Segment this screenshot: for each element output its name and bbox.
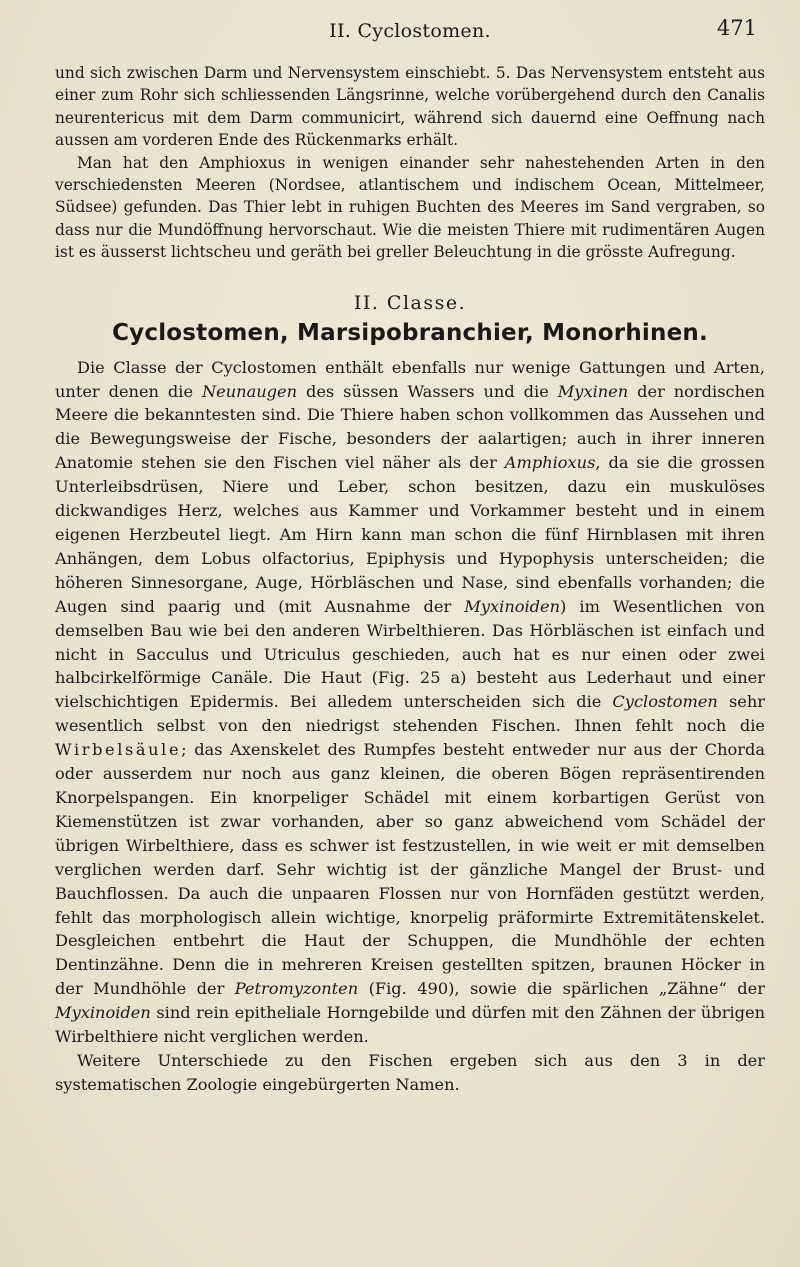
text-block — [55, 62, 765, 1097]
text-run: sehr wesentlich selbst von den niedrigst stehenden Fischen. Ihnen fehlt noch die — [55, 692, 765, 736]
italic-term: Petromyzonten — [234, 979, 359, 999]
italic-term: Myxinen — [557, 381, 629, 401]
running-head — [55, 16, 765, 48]
italic-term: Neunaugen — [201, 381, 298, 401]
italic-term: Cyclostomen — [612, 692, 718, 712]
text-run: ; das Axenskelet des Rumpfes besteht entweder nur aus der Chorda oder ausserdem nur noch aus ganz kleinen, die oberen Bögen repräsentirenden Knorpelspangen. Ein knorpeliger Schädel mit einem korbartigen Gerüst von Kiemenstützen ist zwar vorhanden, aber so ganz abweichend vom Schädel der übrigen Wirbelthiere, dass es schwer ist festzustellen, in wie weit er mit demselben verglichen werden darf. Sehr wichtig ist der gänzliche Mangel der Brust- und Bauchflossen. Da auch die unpaaren Flossen nur von Hornfäden gestützt werden, fehlt das morphologisch allein wichtige, knorpelig präformirte Extremitätenskelet. Desgleichen entbehrt die Haut der Schuppen, die Mundhöhle der echten Dentinzähne. Denn die in mehreren Kreisen gestellten spitzen, braunen Höcker in der Mundhöhle der — [55, 740, 765, 999]
italic-term: Amphioxus — [504, 453, 596, 473]
section-title: Cyclostomen, Marsipobranchier, Monorhinen. — [112, 319, 708, 346]
paragraph-unterschiede: Weitere Unterschiede zu den Fischen ergeben sich aus den 3 in der systematischen Zoologie eingebürgerten Namen. — [55, 1050, 765, 1094]
italic-term: Myxinoiden — [55, 1003, 151, 1023]
page-number: 471 — [716, 16, 757, 40]
italic-term: Myxinoiden — [464, 596, 561, 616]
section-body — [55, 356, 765, 1097]
paragraph-cyclostomen — [55, 356, 765, 1049]
text-run: ) im Wesentlichen von demselben Bau wie bei den anderen Wirbelthieren. Das Hörbläschen ist einfach und nicht in Sacculus und Utriculus geschieden, auch hat es nur einen oder zwei halbcirkelförmige Canäle. Die Haut (Fig. 25 a) besteht aus Lederhaut und einer vielschichtigen Epidermis. Bei alledem unterscheiden sich die — [55, 596, 765, 712]
text-run: des süssen Wassers und die — [297, 381, 558, 401]
spaced-term: Wirbelsäule — [55, 740, 182, 760]
text-run: (Fig. 490), sowie die spärlichen „Zähne“ der — [358, 979, 765, 999]
text-run: der nordischen Meere die bekanntesten sind. Die Thiere haben schon vollkommen das Aussehen und die Bewegungsweise der Fische, besonders der aalartigen; auch in ihrer inneren Anatomie stehen sie den Fischen viel näher als der — [55, 381, 765, 473]
paragraph-amphioxus: Man hat den Amphioxus in wenigen einander sehr nahestehenden Arten in den verschiedensten Meeren (Nordsee, atlantischem und indischem Ocean, Mittelmeer, Südsee) gefunden. Das Thier lebt in ruhigen Buchten des Meeres im Sand vergraben, so dass nur die Mundöffnung hervorschaut. Wie die meisten Thiere mit rudimentären Augen ist es äusserst lichtscheu und geräth bei greller Beleuchtung in die grösste Aufregung. — [55, 153, 765, 262]
text-run: sind rein epitheliale Horngebilde und dürfen mit den Zähnen der übrigen Wirbelthiere nicht verglichen werden. — [55, 1003, 765, 1047]
running-title: II. Cyclostomen. — [329, 20, 491, 42]
paragraph-continued: und sich zwischen Darm und Nervensystem einschiebt. 5. Das Nervensystem entsteht aus einer zum Rohr sich schliessenden Längsrinne, welche vorübergehend durch den Canalis neurentericus mit dem Darm communicirt, während sich dauernd eine Oeffnung nach aussen am vorderen Ende des Rückenmarks erhält. — [55, 64, 765, 150]
text-run: , da sie die grossen Unterleibsdrüsen, Niere und Leber, schon besitzen, dazu ein muskulöses dickwandiges Herz, welches aus Kammer und Vorkammer besteht und in einem eigenen Herzbeutel liegt. Am Hirn kann man schon die fünf Hirnblasen mit ihren Anhängen, dem Lobus olfactorius, Epiphysis und Hypophysis unterscheiden; die höheren Sinnesorgane, Auge, Hörbläschen und Nase, sind ebenfalls vorhanden; die Augen sind paarig und (mit Ausnahme der — [55, 453, 765, 616]
text-run: Die Classe der Cyclostomen enthält ebenfalls nur wenige Gattungen und Arten, unter denen die — [55, 357, 765, 401]
class-heading: II. Classe. — [353, 291, 467, 314]
